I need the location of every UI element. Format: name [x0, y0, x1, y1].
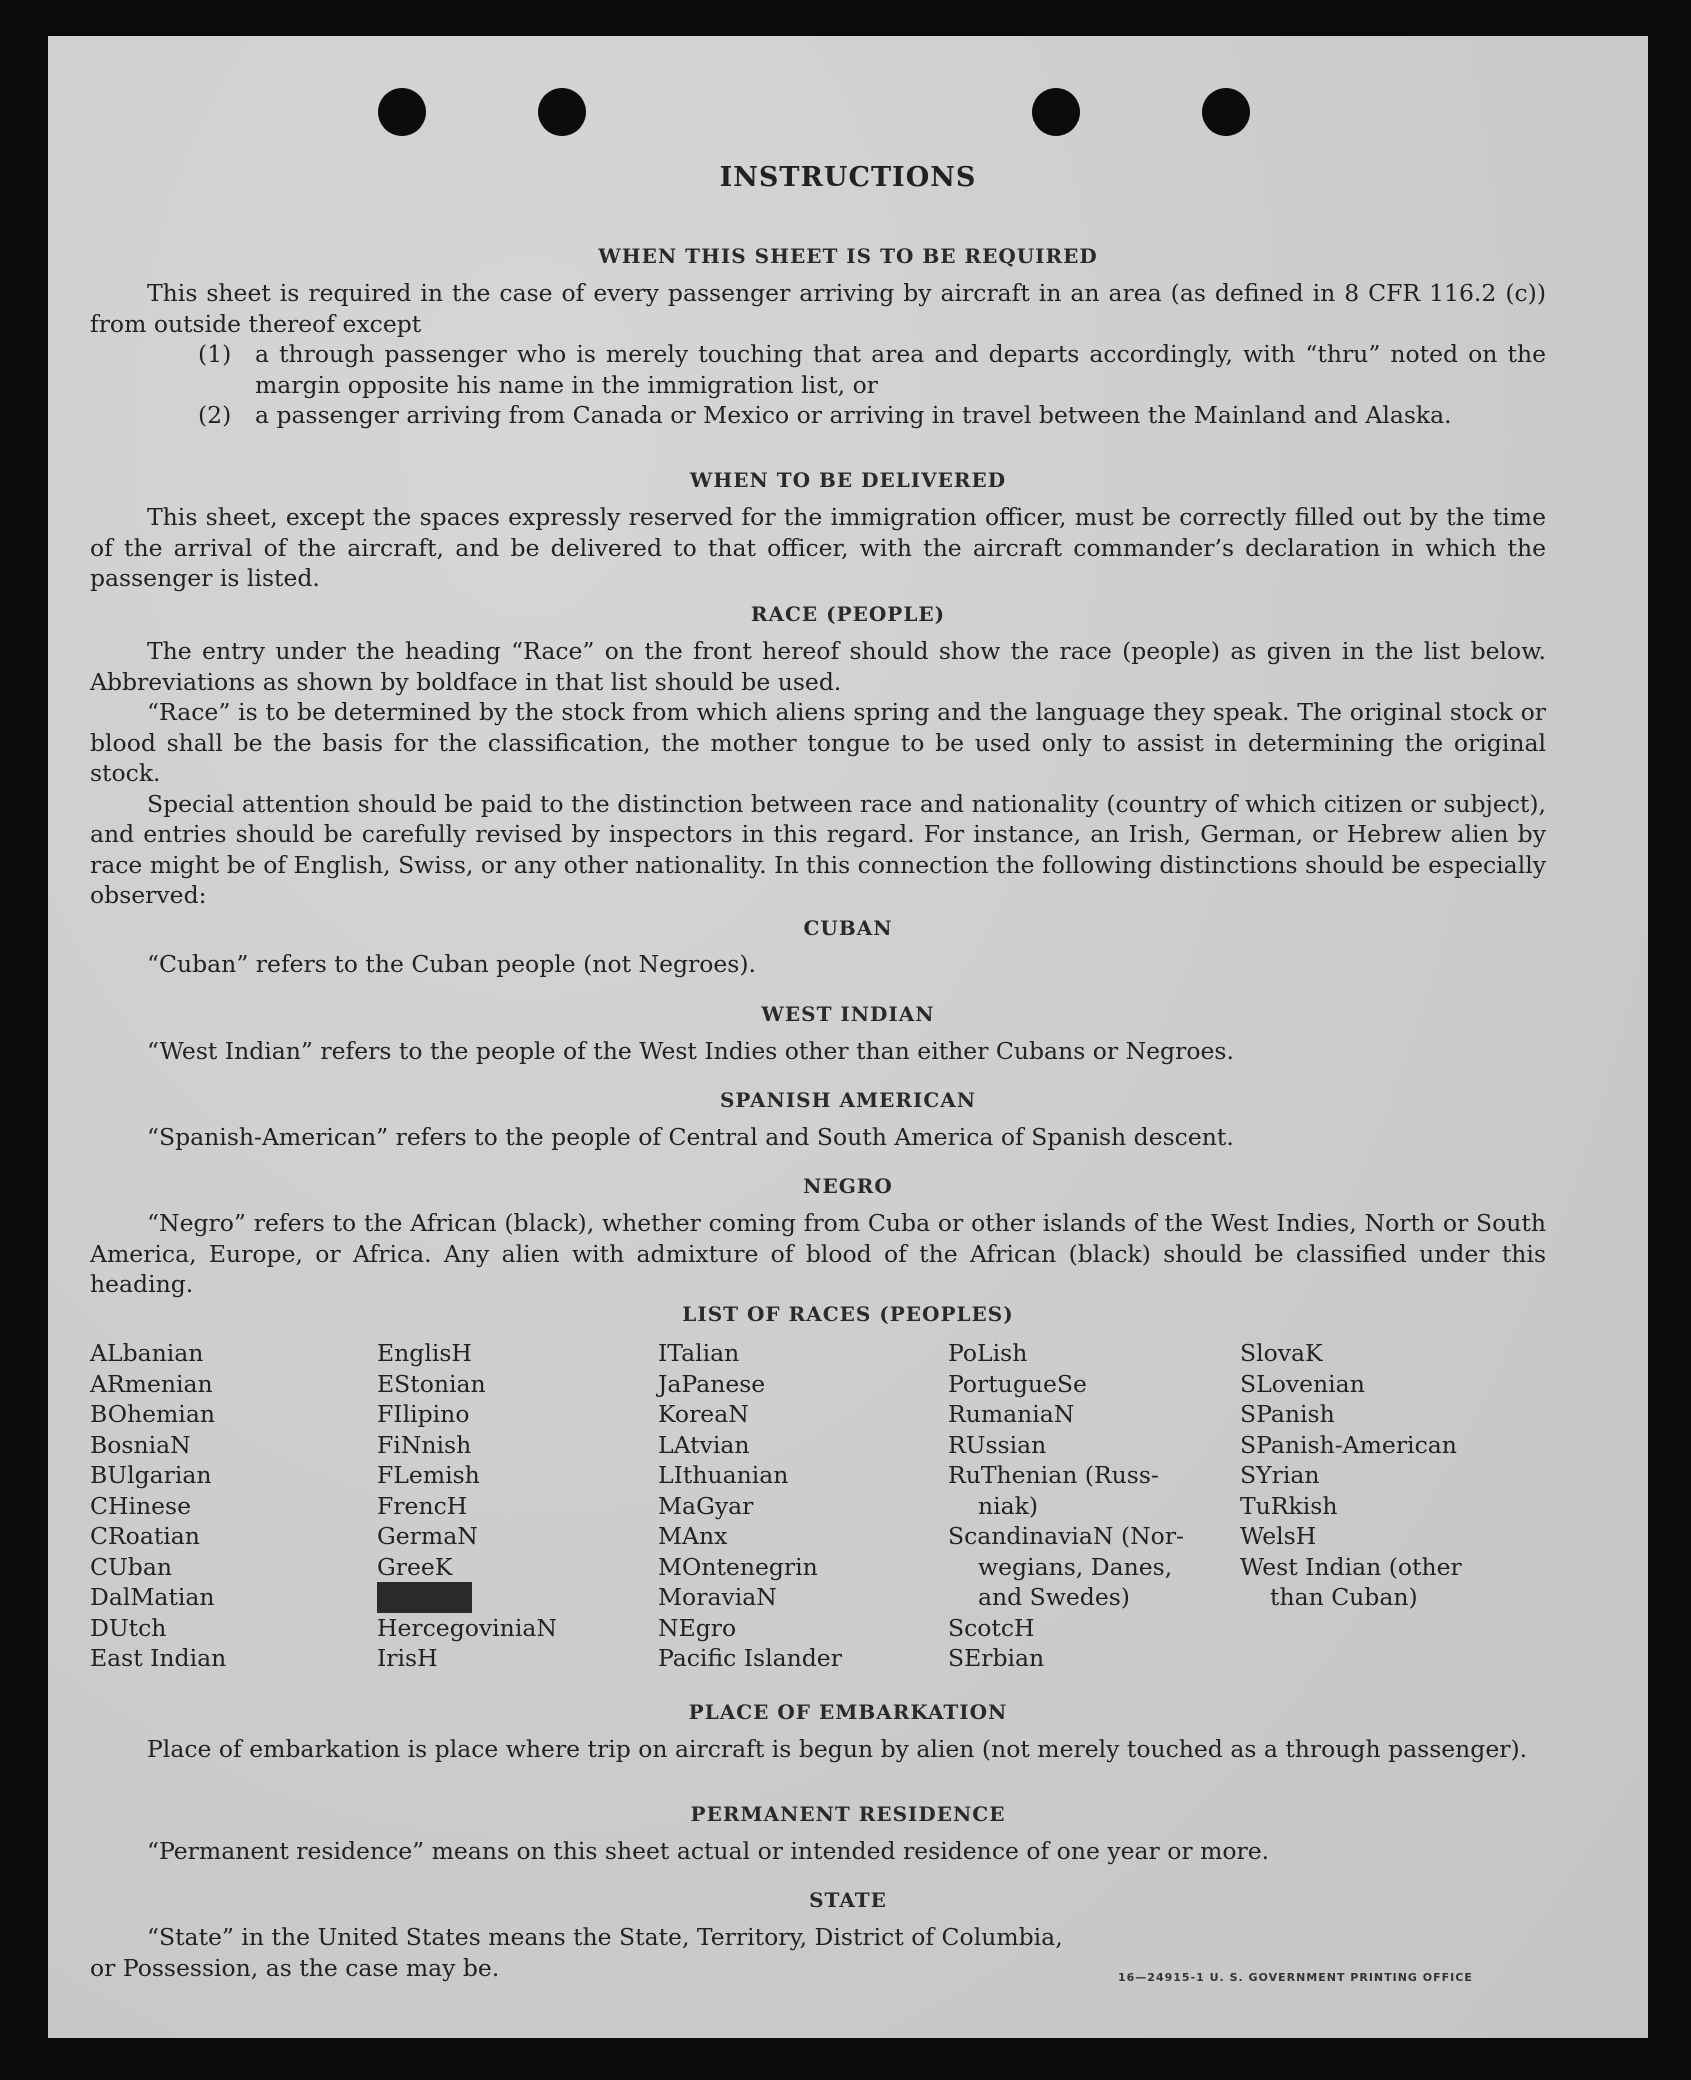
race-entry: IrisH [377, 1644, 438, 1672]
cuban-text: “Cuban” refers to the Cuban people (not Negroes). [147, 950, 757, 978]
race-entry: MOntenegrin [658, 1552, 818, 1581]
race-entry: FLemish [377, 1461, 480, 1489]
race-entry: ScotcH [948, 1613, 1035, 1642]
race-entry: SPanish-American [1240, 1430, 1457, 1459]
race-entry: CUban [90, 1552, 172, 1581]
race-entry: Pacific Islander [658, 1644, 842, 1672]
permanent-residence-text: “Permanent residence” means on this sheet actual or intended residence of one year or more. [147, 1837, 1270, 1865]
heading-required: WHEN THIS SHEET IS TO BE REQUIRED [598, 244, 1098, 268]
race-entry: EStonian [377, 1369, 486, 1398]
item-text: a through passenger who is merely touching that area and departs accordingly, with “thru” noted on the margin opposite his name in the immigration list, or [255, 340, 1546, 399]
race-entry: and Swedes) [978, 1583, 1130, 1611]
heading-embarkation: PLACE OF EMBARKATION [688, 1700, 1008, 1724]
race-column-5 [1240, 1338, 1462, 1613]
race-entry: ARmenian [90, 1369, 213, 1398]
delivered-text: This sheet, except the spaces expressly reserved for the immigration officer, must be correctly filled out by the time of the arrival of the aircraft, and be delivered to that officer, with the aircraft commander’s declaration in which the passenger is listed. [90, 503, 1546, 592]
required-text: This sheet is required in the case of every passenger arriving by aircraft in an area (as defined in 8 CFR 116.2 (c)) from outside thereof except [90, 279, 1546, 338]
race-entry: SLovenian [1240, 1369, 1365, 1398]
race-entry: JaPanese [658, 1369, 766, 1398]
page-title: INSTRUCTIONS [719, 162, 977, 193]
race-entry: than Cuban) [1270, 1583, 1418, 1611]
race-entry: RUssian [948, 1430, 1047, 1459]
heading-negro: NEGRO [803, 1174, 893, 1198]
instruction-sheet [48, 36, 1648, 2038]
race-entry: niak) [978, 1491, 1039, 1520]
race-entry: LAtvian [658, 1430, 750, 1459]
race-text [90, 636, 1546, 911]
race-entry: East Indian [90, 1644, 227, 1672]
embarkation-text: Place of embarkation is place where trip on aircraft is begun by alien (not merely touched as a through passenger). [147, 1735, 1528, 1763]
negro-text: “Negro” refers to the African (black), whether coming from Cuba or other islands of the West Indies, North or South America, Europe, or Africa. Any alien with admixture of blood of the African (black) should be classified under this heading. [90, 1209, 1546, 1298]
item-text: a passenger arriving from Canada or Mexico or arriving in travel between the Mainland and Alaska. [255, 401, 1452, 429]
heading-permanent-residence: PERMANENT RESIDENCE [690, 1802, 1006, 1826]
race-entry: GermaN [377, 1522, 478, 1550]
heading-spanish-american: SPANISH AMERICAN [719, 1088, 977, 1112]
state-text: “State” in the United States means the State, Territory, District of Columbia, or Possession, as the case may be. [90, 1923, 1063, 1982]
race-entry: WelsH [1240, 1522, 1317, 1550]
race-entry: LIthuanian [658, 1461, 789, 1489]
race-entry: ScandinaviaN (Nor- [948, 1522, 1184, 1550]
race-column-4 [948, 1338, 1184, 1674]
race-paragraph-1: The entry under the heading “Race” on the front hereof should show the race (people) as given in the list below. Abbreviations as shown by boldface in that list should be used. [90, 637, 1546, 696]
race-entry: MaGyar [658, 1491, 754, 1520]
race-entry: ITalian [658, 1339, 740, 1367]
race-entry: FiNnish [377, 1430, 472, 1459]
heading-race: RACE (PEOPLE) [750, 602, 946, 626]
race-entry: GreeK [377, 1552, 453, 1581]
race-column-2 [377, 1338, 557, 1674]
race-entry: BOhemian [90, 1400, 215, 1428]
race-entry: ALbanian [90, 1339, 204, 1367]
item-number: (2) [198, 401, 232, 429]
race-entry: BUlgarian [90, 1461, 212, 1489]
race-entry: MAnx [658, 1522, 728, 1550]
punch-hole [538, 88, 586, 136]
spanish-american-text: “Spanish-American” refers to the people of Central and South America of Spanish descent. [147, 1123, 1234, 1151]
heading-list-of-races: LIST OF RACES (PEOPLES) [682, 1302, 1014, 1326]
heading-west-indian: WEST INDIAN [761, 1002, 935, 1026]
race-entry: FIlipino [377, 1400, 470, 1428]
race-entry: HercegoviniaN [377, 1613, 557, 1642]
race-entry: DalMatian [90, 1583, 215, 1611]
race-entry: West Indian (other [1240, 1552, 1462, 1581]
race-entry: SPanish [1240, 1400, 1335, 1428]
race-paragraph-2: “Race” is to be determined by the stock from which aliens spring and the language they speak. The original stock or blood shall be the basis for the classification, the mother tongue to be used only to assist in determining the original stock. [90, 698, 1546, 787]
race-entry: MoraviaN [658, 1583, 777, 1611]
race-entry: wegians, Danes, [978, 1552, 1173, 1581]
west-indian-text: “West Indian” refers to the people of the West Indies other than either Cubans or Negroes. [147, 1037, 1234, 1065]
punch-hole [378, 88, 426, 136]
printing-office-footer: 16—24915-1 U. S. GOVERNMENT PRINTING OFFICE [1118, 1971, 1473, 1984]
race-list [90, 1338, 1590, 1678]
item-number: (1) [198, 340, 232, 368]
heading-delivered: WHEN TO BE DELIVERED [689, 468, 1007, 492]
race-entry: BosniaN [90, 1430, 191, 1459]
race-entry: RumaniaN [948, 1400, 1075, 1428]
struck-entry [377, 1582, 472, 1613]
race-column-3 [658, 1338, 842, 1674]
punch-hole [1032, 88, 1080, 136]
race-entry: FrencH [377, 1491, 468, 1520]
race-entry: DUtch [90, 1613, 167, 1642]
race-entry: PortugueSe [948, 1369, 1087, 1398]
race-entry: PoLish [948, 1339, 1028, 1367]
heading-state: STATE [809, 1888, 887, 1912]
race-entry: EnglisH [377, 1339, 472, 1367]
race-entry: NEgro [658, 1613, 737, 1642]
race-entry: CRoatian [90, 1522, 200, 1550]
race-entry: CHinese [90, 1491, 191, 1520]
race-entry: SYrian [1240, 1461, 1320, 1489]
race-entry [377, 1582, 557, 1613]
race-column-1 [90, 1338, 226, 1674]
race-entry: SlovaK [1240, 1339, 1323, 1367]
race-entry: TuRkish [1240, 1491, 1338, 1520]
race-entry: SErbian [948, 1644, 1045, 1672]
race-entry: RuThenian (Russ- [948, 1461, 1159, 1489]
race-paragraph-3: Special attention should be paid to the distinction between race and nationality (country of which citizen or subject), and entries should be carefully revised by inspectors in this regard. For instance, an Irish, German, or Hebrew alien by race might be of English, Swiss, or any other nationality. In this connection the following distinctions should be especially observed: [90, 789, 1546, 909]
race-entry: KoreaN [658, 1400, 749, 1428]
punch-hole [1202, 88, 1250, 136]
heading-cuban: CUBAN [803, 916, 893, 940]
